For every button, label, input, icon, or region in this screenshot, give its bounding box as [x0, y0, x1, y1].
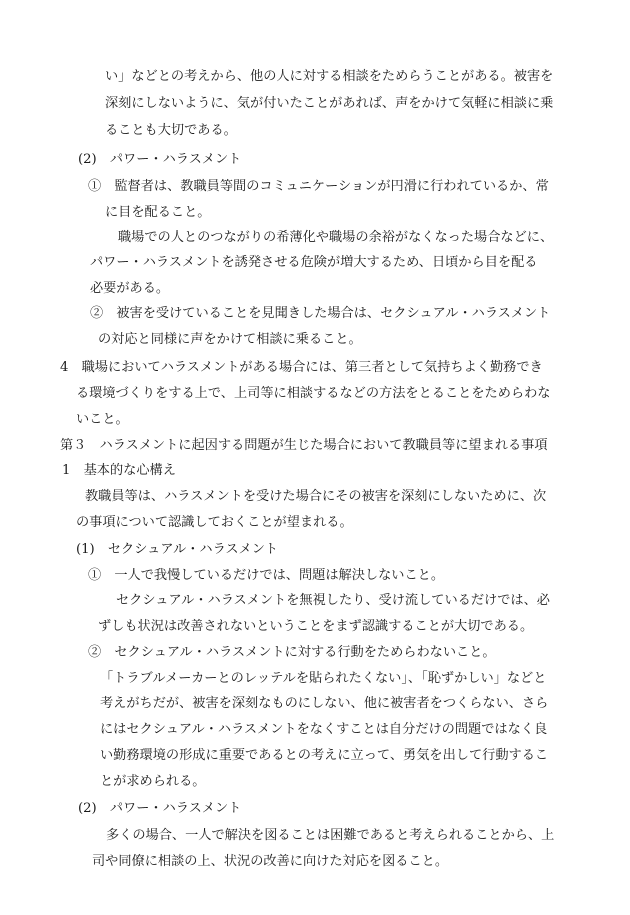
- section-heading: (2) パワー・ハラスメント: [78, 801, 242, 816]
- text-line: 多くの場合、一人で解決を図ることは困難であると考えられることから、上: [106, 828, 555, 843]
- text-line: い勤務環境の形成に重要であるとの考えに立って、勇気を出して行動するこ: [100, 748, 549, 763]
- text-line: ② 被害を受けていることを見聞きした場合は、セクシュアル・ハラスメント: [90, 306, 551, 321]
- text-line: とが求められる。: [100, 774, 206, 789]
- text-line: ることも大切である。: [105, 123, 237, 138]
- text-line: 4 職場においてハラスメントがある場合には、第三者として気持ちよく勤務でき: [60, 360, 543, 375]
- section-heading: 1 基本的な心構え: [62, 463, 176, 478]
- text-line: ずしも状況は改善されないということをまず認識することが大切である。: [98, 619, 534, 634]
- text-line: 職場での人とのつながりの希薄化や職場の余裕がなくなった場合などに、: [118, 230, 554, 245]
- text-line: 「トラブルメーカーとのレッテルを貼られたくない」、「恥ずかしい」などと: [100, 671, 547, 686]
- text-line: セクシュアル・ハラスメントを無視したり、受け流しているだけでは、必: [116, 593, 550, 608]
- text-line: る環境づくりをする上で、上司等に相談するなどの方法をとることをためらわな: [76, 386, 551, 401]
- text-line: の対応と同様に声をかけて相談に乗ること。: [98, 332, 362, 347]
- chapter-heading: 第３ ハラスメントに起因する問題が生じた場合において教職員等に望まれる事項: [60, 438, 548, 453]
- section-heading: (2) パワー・ハラスメント: [78, 152, 242, 167]
- text-line: ② セクシュアル・ハラスメントに対する行動をためらわないこと。: [88, 645, 496, 660]
- text-line: 司や同僚に相談の上、状況の改善に向けた対応を図ること。: [92, 854, 449, 869]
- text-line: 教職員等は、ハラスメントを受けた場合にその被害を深刻にしないために、次: [85, 489, 547, 504]
- text-line: いこと。: [76, 412, 129, 427]
- text-line: い」などとの考えから、他の人に対する相談をためらうことがある。被害を: [105, 69, 554, 84]
- text-line: ① 監督者は、教職員等間のコミュニケーションが円滑に行われているか、常: [88, 179, 549, 194]
- text-line: 深刻にしないように、気が付いたことがあれば、声をかけて気軽に相談に乗: [105, 96, 554, 111]
- text-line: に目を配ること。: [105, 205, 211, 220]
- text-line: の事項について認識しておくことが望まれる。: [76, 515, 353, 530]
- section-heading: (1) セクシュアル・ハラスメント: [76, 542, 279, 557]
- text-line: 考えがちだが、被害を深刻なものにしない、他に被害者をつくらない、さら: [100, 696, 549, 711]
- text-line: にはセクシュアル・ハラスメントをなくすことは自分だけの問題ではなく良: [100, 722, 548, 737]
- text-line: パワー・ハラスメントを誘発させる危険が増大するため、日頃から目を配る: [90, 255, 538, 270]
- text-line: ① 一人で我慢しているだけでは、問題は解決しないこと。: [88, 568, 445, 583]
- text-line: 必要がある。: [90, 281, 170, 296]
